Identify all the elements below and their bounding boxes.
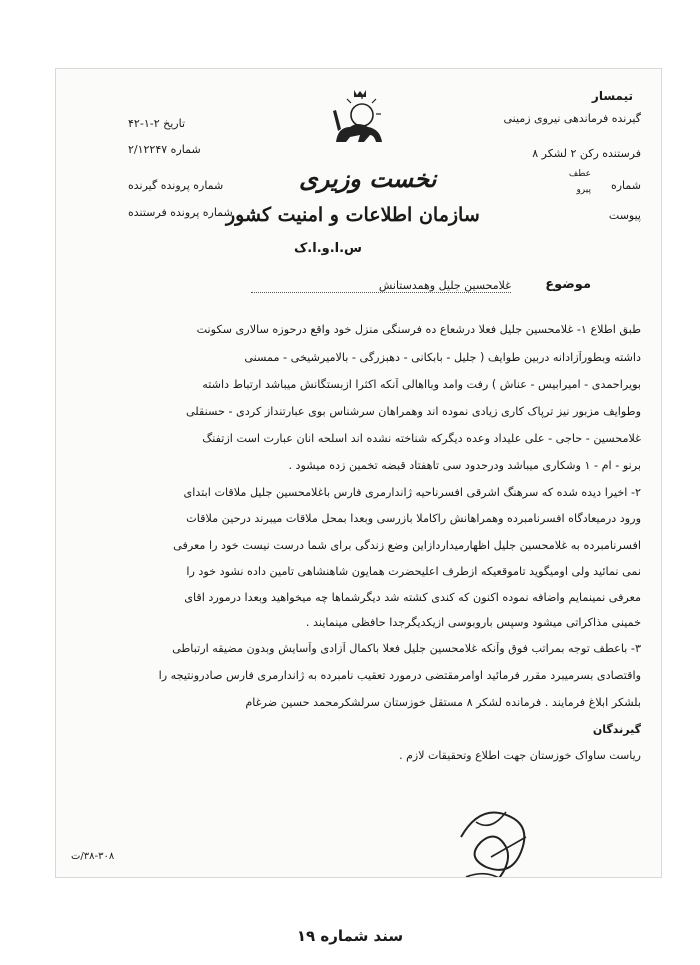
document-page [55,68,662,878]
sender-field: فرستنده رکن ۲ لشکر ۸ [532,147,641,160]
doc-number-field: شماره ۲/۱۲۲۴۷ [128,143,201,156]
recipient-file-field: شماره پرونده گیرنده [128,179,224,192]
body-line: معرفی نمینمایم واضافه نموده اکنون که کندی کشته شد دیگرشماها چه میخواهید وبعدا درمورد اقای [184,591,641,604]
body-line: افسرنامبرده به غلامحسین جلیل اظهارمیداردازاین وضع زندگی برای شما درست نیست خود را معرفی [173,539,641,552]
body-line: بلشکر ابلاغ فرمایند . فرمانده لشکر ۸ مستقل خوزستان سرلشکرمحمد حسین ضرغام [245,696,641,709]
body-line: ۲- اخیرا دیده شده که سرهنگ اشرقی افسرناحیه ژاندارمری فارس باغلامحسین جلیل ملاقات ابتدای [183,486,641,499]
body-line: غلامحسین - حاجی - علی علیداد وعده دیگرکه شناخته نشده اند اسلحه انان عبارت است ازتفنگ [202,432,641,445]
body-line: داشته وبطورآزادانه دربین طوایف ( جلیل - بابکانی - دهبزرگی - بالامیرشیخی - ممسنی [244,351,641,364]
subject-label: موضوع [545,277,591,292]
number-ref: عطف [568,169,591,179]
footer-code: ۳۸-۳۰۸/ت [71,851,115,862]
letterhead-code: س.ا.و.ا.ک [294,241,362,256]
body-line: ۳- باعطف توجه بمراتب فوق وآنکه غلامحسین جلیل فعلا باکمال آزادی وآسایش وبدون مضیقه ارتباطی [172,642,641,655]
handwritten-signature-icon [451,797,541,878]
sender-file-field: شماره پرونده فرستنده [128,206,233,219]
number-prev: پیرو [576,185,591,195]
recipients-line: ریاست ساواک خوزستان جهت اطلاع وتحقیقات لازم . [399,749,641,762]
body-line: بویراحمدی - امیرابیس - عناش ) رفت وامد وبااهالی آنکه اکثرا ازبستگانش میباشد ارتباط داشته [202,378,641,391]
body-line: ورود درمیعادگاه افسرنامبرده وهمراهانش راکاملا بازرسی وبعدا بمحل ملاقات میبرند درحین ملاقات [186,512,641,525]
body-line: وطوایف مزبور نیز ترپاک کاری زیادی نموده اند وهمراهان سرشناس بوی عبارتنداز کردی - حسنقلی [185,405,641,418]
date-field: تاریخ ۲-۱-۴۲ [128,117,186,130]
letterhead-title: نخست وزیری [299,164,437,193]
body-line: واقتصادی بسرمیبرد مقرر فرمائید اوامرمقتضی درمورد تعقیب نامبرده به ژاندارمری فارس صادرونتیجه را [158,669,641,682]
salutation: تیمسار [591,89,633,103]
letterhead-organization: سازمان اطلاعات و امنیت کشور [226,204,480,226]
recipients-label: گیرندگان [592,723,641,736]
body-line: نمی نمائید ولی اومیگوید تاموقعیکه ازطرف اعلیحضرت همایون شاهنشاهی تامین داده نشود خود را [186,565,641,578]
subject-value: غلامحسین جلیل وهمدستانش [251,279,511,293]
body-line: طبق اطلاع ۱- غلامحسین جلیل فعلا درشعاع ده فرسنگی منزل خود واقع درحوزه سالاری سکونت [196,323,641,336]
recipient-field: گیرنده فرماندهی نیروی زمینی [503,112,641,125]
body-line: خمینی مذاکراتی میشود وسپس باروبوسی ازیکدیگرجدا حافظی مینمایند . [305,616,641,629]
number-label: شماره [610,179,641,192]
attachment-field: پیوست [608,209,641,222]
document-caption: سند شماره ۱۹ [296,927,404,945]
lion-and-sun-emblem-icon [324,87,394,157]
body-line: برنو - ام - ۱ وشکاری میباشد ودرحدود سی تاهفتاد قبضه تخمین زده میشود . [288,459,641,472]
